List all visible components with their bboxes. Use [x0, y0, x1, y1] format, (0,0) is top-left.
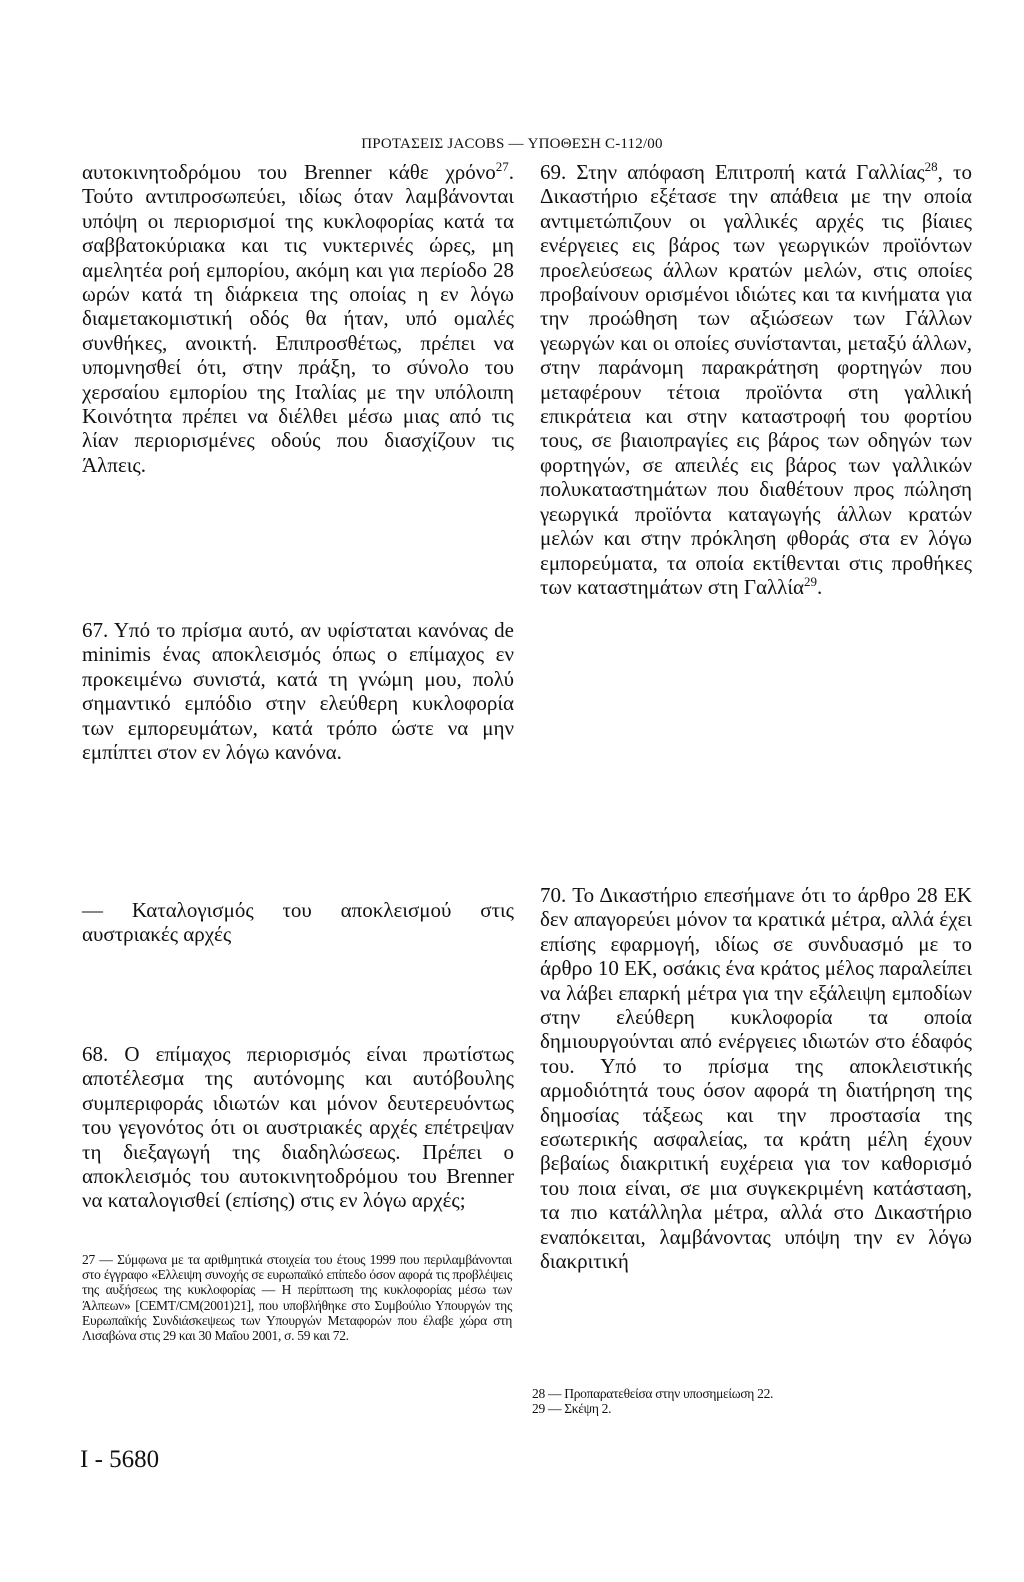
running-header: ΠΡΟΤΑΣΕΙΣ JACOBS — ΥΠΟΘΕΣΗ C-112/00: [361, 136, 663, 152]
paragraph-68: 68. Ο επίμαχος περιορισμός είναι πρωτίστως αποτέλεσμα της αυτόνομης και αυτόβουλης συμπεριφοράς ιδιωτών και μόνον δευτερευόντως του γεγονότος ότι οι αυστριακές αρχές επέτρεψαν τη διεξαγωγή της διαδηλώσεως. Πρέπει ο αποκλεισμός του αυτοκινητοδρόμου του Brenner να καταλογισθεί (επίσης) στις εν λόγω αρχές;: [82, 1042, 514, 1213]
paragraph-67: 67. Υπό το πρίσμα αυτό, αν υφίσταται κανόνας de minimis ένας αποκλεισμός όπως ο επίμαχος εν προκειμένω συνιστά, κατά τη γνώμη μου, πολύ σημαντικό εμπόδιο στην ελεύθερη κυκλοφορία των εμπορευμάτων, κατά τρόπο ώστε να μην εμπίπτει στον εν λόγω κανόνα.: [82, 618, 514, 765]
footnote-29: 29 — Σκέψη 2.: [532, 1401, 612, 1417]
paragraph-70: 70. Το Δικαστήριο επεσήμανε ότι το άρθρο 28 ΕΚ δεν απαγορεύει μόνον τα κρατικά μέτρα, αλλά έχει επίσης εφαρμογή, ιδίως σε συνδυασμό με το άρθρο 10 ΕΚ, οσάκις ένα κράτος μέλος παραλείπει να λάβει επαρκή μέτρα για την εξάλειψη εμποδίων στην ελεύθερη κυκλοφορία τα οποία δημιουργούνται από ενέργειες ιδιωτών στο έδαφός του. Υπό το πρίσμα της αποκλειστικής αρμοδιότητά τους όσον αφορά τη διατήρηση της δημοσίας τάξεως και την προστασία της εσωτερικής ασφαλείας, τα κράτη μέλη έχουν βεβαίως διακριτική ευχέρεια για τον καθορισμό του ποια είναι, σε μια συγκεκριμένη κατάσταση, τα πιο κατάλληλα μέτρα, αλλά στο Δικαστήριο εναπόκειται, λαμβάνοντας υπόψη την εν λόγω διακριτική: [540, 883, 972, 1274]
footnote-ref-27: 27: [495, 159, 509, 174]
paragraph-66-continued: αυτοκινητοδρόμου του Brenner κάθε χρόνο$^{27}$. Τούτο αντιπροσωπεύει, ιδίως όταν λαμβάνονται υπόψη οι περιορισμοί της κυκλοφορίας κατά τα σαββατοκύριακα και τις νυκτερινές ώρες, μη αμελητέα ροή εμπορίου, ακόμη και για περίοδο 28 ωρών κατά τη διάρκεια της οποίας η εν λόγω διαμετακομιστική οδός θα ήταν, υπό ομαλές συνθήκες, ανοικτή. Επιπροσθέτως, πρέπει να υπομνησθεί ότι, στην πράξη, το σύνολο του χερσαίου εμπορίου της Ιταλίας με την υπόλοιπη Κοινότητα πρέπει να διέλθει μέσω μιας από τις λίαν περιορισμένες οδούς που διασχίζουν τις Άλπεις.: [82, 159, 514, 477]
section-heading: — Καταλογισμός του αποκλεισμού στις αυστριακές αρχές: [82, 898, 514, 947]
page-number: I - 5680: [80, 1446, 160, 1473]
paragraph-69: 69. Στην απόφαση Επιτροπή κατά Γαλλίας$^{28}$, το Δικαστήριο εξέτασε την απάθεια με την οποία αντιμετώπιζουν οι γαλλικές αρχές τις βίαιες ενέργειες εις βάρος των γεωργικών προϊόντων προελεύσεως άλλων κρατών μελών, στις οποίες προβαίνουν ορισμένοι ιδιώτες και τα κινήματα για την προώθηση των αξιώσεων των Γάλλων γεωργών και οι οποίες συνίστανται, μεταξύ άλλων, στην παράνομη παρακράτηση φορτηγών που μεταφέρουν τέτοια προϊόντα στη γαλλική επικράτεια και στην καταστροφή του φορτίου τους, σε βιαιοπραγίες εις βάρος των οδηγών των φορτηγών, σε απειλές εις βάρος των γαλλικών πολυκαταστημάτων που διαθέτουν προς πώληση γεωργικά προϊόντα καταγωγής άλλων κρατών μελών και στην πρόκληση φθοράς στα εν λόγω εμπορεύματα, τα οποία εκτίθενται στις προθήκες των καταστημάτων στη Γαλλία$^{29}$.: [540, 159, 972, 599]
footnote-28: 28 — Προπαρατεθείσα στην υποσημείωση 22.: [532, 1386, 774, 1401]
footnotes-left: [82, 1252, 512, 1343]
footnote-ref-28: 28: [924, 159, 938, 174]
footnote-27: 27 — Σύμφωνα με τα αριθμητικά στοιχεία του έτους 1999 που περιλαμβάνονται στο έγγραφο «Ελλειψη συνοχής σε ευρωπαϊκό επίπεδο όσον αφορά τις προβλέψεις της αυξήσεως της κυκλοφορίας — Η περίπτωση της κυκλοφορίας μέσω των Άλπεων» [CEMT/CM(2001)21], που υποβλήθηκε στο Συμβούλιο Υπουργών της Ευρωπαϊκής Συνδιάσκεψεως των Υπουργών Μεταφορών που έλαβε χώρα στη Λισαβώνα στις 29 και 30 Μαΐου 2001, σ. 59 και 72.: [82, 1252, 512, 1344]
footnotes-right: [532, 1386, 832, 1416]
footnote-ref-29: 29: [804, 573, 818, 589]
